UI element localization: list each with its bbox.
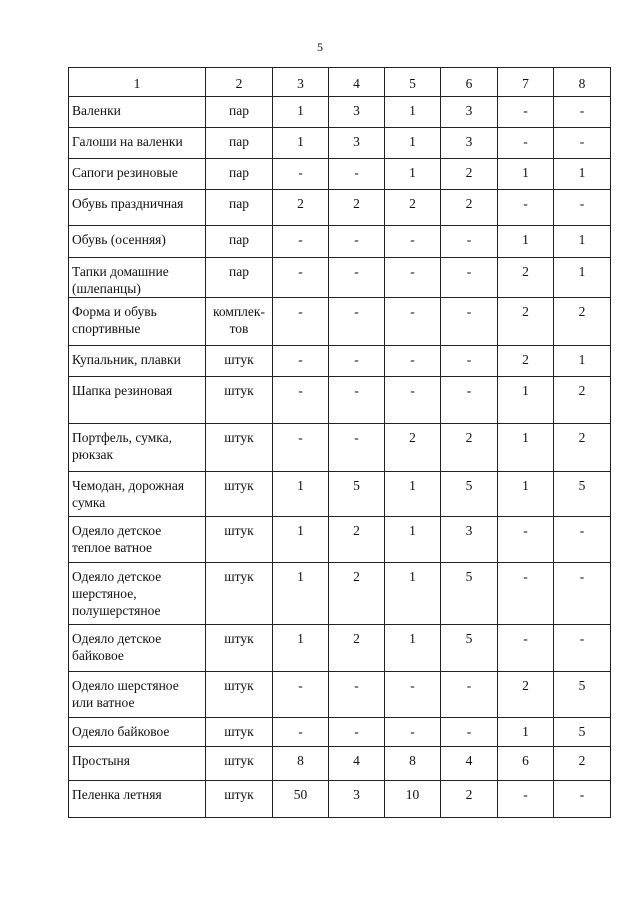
item-name: Тапки домашние (шлепанцы) xyxy=(69,258,206,298)
quantity-cell: 5 xyxy=(441,625,498,672)
quantity-cell: 1 xyxy=(554,159,611,190)
column-header: 2 xyxy=(206,68,273,97)
quantity-cell: - xyxy=(441,226,498,258)
quantity-cell: 5 xyxy=(441,563,498,625)
quantity-cell: 1 xyxy=(385,472,441,517)
quantity-cell: - xyxy=(441,718,498,747)
quantity-cell: 2 xyxy=(385,190,441,226)
item-name: Шапка резиновая xyxy=(69,377,206,424)
item-name: Валенки xyxy=(69,97,206,128)
quantity-cell: - xyxy=(385,718,441,747)
table-row xyxy=(69,128,611,159)
column-header: 7 xyxy=(498,68,554,97)
quantity-cell: - xyxy=(329,159,385,190)
quantity-cell: - xyxy=(498,97,554,128)
quantity-cell: 1 xyxy=(385,625,441,672)
quantity-cell: - xyxy=(498,190,554,226)
table-row xyxy=(69,718,611,747)
quantity-cell: - xyxy=(498,128,554,159)
quantity-cell: - xyxy=(385,298,441,346)
item-unit: штук xyxy=(206,472,273,517)
quantity-cell: 4 xyxy=(329,747,385,781)
item-unit: штук xyxy=(206,424,273,472)
quantity-cell: 1 xyxy=(273,625,329,672)
item-unit: штук xyxy=(206,563,273,625)
quantity-cell: 3 xyxy=(441,128,498,159)
quantity-cell: 5 xyxy=(554,472,611,517)
quantity-cell: 8 xyxy=(273,747,329,781)
column-header: 3 xyxy=(273,68,329,97)
item-unit: пар xyxy=(206,159,273,190)
column-header: 5 xyxy=(385,68,441,97)
table-row xyxy=(69,781,611,818)
quantity-cell: - xyxy=(554,128,611,159)
quantity-cell: 1 xyxy=(385,517,441,563)
quantity-cell: 3 xyxy=(441,97,498,128)
quantity-cell: - xyxy=(329,718,385,747)
item-unit: штук xyxy=(206,781,273,818)
item-unit: штук xyxy=(206,377,273,424)
supply-norms-table xyxy=(68,67,611,818)
quantity-cell: 1 xyxy=(498,718,554,747)
quantity-cell: - xyxy=(329,226,385,258)
quantity-cell: 2 xyxy=(554,424,611,472)
quantity-cell: 1 xyxy=(273,517,329,563)
quantity-cell: 5 xyxy=(554,718,611,747)
item-name: Чемодан, дорожная сумка xyxy=(69,472,206,517)
table-row xyxy=(69,517,611,563)
quantity-cell: 1 xyxy=(273,563,329,625)
quantity-cell: 2 xyxy=(385,424,441,472)
quantity-cell: 1 xyxy=(498,424,554,472)
table-row xyxy=(69,159,611,190)
quantity-cell: - xyxy=(329,346,385,377)
quantity-cell: 3 xyxy=(329,781,385,818)
quantity-cell: 2 xyxy=(329,625,385,672)
quantity-cell: - xyxy=(385,672,441,718)
table-row xyxy=(69,625,611,672)
table-row xyxy=(69,346,611,377)
table-row xyxy=(69,472,611,517)
quantity-cell: 1 xyxy=(498,472,554,517)
table-row xyxy=(69,226,611,258)
item-unit: штук xyxy=(206,718,273,747)
quantity-cell: 2 xyxy=(441,424,498,472)
item-unit: пар xyxy=(206,258,273,298)
quantity-cell: - xyxy=(498,563,554,625)
quantity-cell: - xyxy=(273,718,329,747)
item-unit: штук xyxy=(206,625,273,672)
quantity-cell: 5 xyxy=(441,472,498,517)
quantity-cell: - xyxy=(329,377,385,424)
quantity-cell: - xyxy=(329,424,385,472)
item-name: Одеяло шерстяное или ватное xyxy=(69,672,206,718)
quantity-cell: - xyxy=(273,424,329,472)
quantity-cell: 1 xyxy=(498,377,554,424)
item-name: Простыня xyxy=(69,747,206,781)
quantity-cell: - xyxy=(273,346,329,377)
quantity-cell: - xyxy=(554,625,611,672)
quantity-cell: 1 xyxy=(273,128,329,159)
quantity-cell: 1 xyxy=(498,226,554,258)
table-row xyxy=(69,190,611,226)
table-row xyxy=(69,97,611,128)
item-name: Портфель, сумка, рюкзак xyxy=(69,424,206,472)
quantity-cell: 5 xyxy=(329,472,385,517)
table-row xyxy=(69,298,611,346)
quantity-cell: 8 xyxy=(385,747,441,781)
column-header: 4 xyxy=(329,68,385,97)
quantity-cell: 2 xyxy=(441,781,498,818)
quantity-cell: 10 xyxy=(385,781,441,818)
item-unit: пар xyxy=(206,97,273,128)
quantity-cell: 50 xyxy=(273,781,329,818)
quantity-cell: 3 xyxy=(441,517,498,563)
item-unit: комплек-тов xyxy=(206,298,273,346)
quantity-cell: 1 xyxy=(498,159,554,190)
quantity-cell: 1 xyxy=(385,97,441,128)
quantity-cell: 1 xyxy=(554,346,611,377)
quantity-cell: 1 xyxy=(273,97,329,128)
quantity-cell: - xyxy=(273,672,329,718)
quantity-cell: - xyxy=(441,672,498,718)
quantity-cell: - xyxy=(554,190,611,226)
table-row xyxy=(69,258,611,298)
item-unit: пар xyxy=(206,226,273,258)
quantity-cell: 3 xyxy=(329,97,385,128)
quantity-cell: - xyxy=(329,298,385,346)
quantity-cell: - xyxy=(273,377,329,424)
quantity-cell: - xyxy=(385,226,441,258)
quantity-cell: - xyxy=(498,781,554,818)
quantity-cell: - xyxy=(554,781,611,818)
quantity-cell: - xyxy=(498,625,554,672)
quantity-cell: 2 xyxy=(554,747,611,781)
quantity-cell: 1 xyxy=(385,128,441,159)
quantity-cell: 4 xyxy=(441,747,498,781)
table-row xyxy=(69,377,611,424)
quantity-cell: 1 xyxy=(273,472,329,517)
quantity-cell: 5 xyxy=(554,672,611,718)
quantity-cell: 2 xyxy=(273,190,329,226)
quantity-cell: 2 xyxy=(498,258,554,298)
item-name: Одеяло детское байковое xyxy=(69,625,206,672)
quantity-cell: 2 xyxy=(329,563,385,625)
item-unit: штук xyxy=(206,672,273,718)
item-name: Одеяло детское шерстяное, полушерстяное xyxy=(69,563,206,625)
quantity-cell: 1 xyxy=(554,258,611,298)
quantity-cell: - xyxy=(554,517,611,563)
item-name: Сапоги резиновые xyxy=(69,159,206,190)
quantity-cell: - xyxy=(273,159,329,190)
quantity-cell: - xyxy=(329,672,385,718)
quantity-cell: - xyxy=(441,377,498,424)
item-unit: штук xyxy=(206,346,273,377)
quantity-cell: 6 xyxy=(498,747,554,781)
item-name: Обувь (осенняя) xyxy=(69,226,206,258)
quantity-cell: - xyxy=(441,258,498,298)
quantity-cell: 2 xyxy=(554,377,611,424)
quantity-cell: - xyxy=(554,97,611,128)
item-unit: штук xyxy=(206,517,273,563)
quantity-cell: - xyxy=(329,258,385,298)
quantity-cell: 2 xyxy=(498,672,554,718)
quantity-cell: 2 xyxy=(554,298,611,346)
item-unit: пар xyxy=(206,128,273,159)
quantity-cell: - xyxy=(441,298,498,346)
item-name: Купальник, плавки xyxy=(69,346,206,377)
quantity-cell: - xyxy=(273,298,329,346)
column-header: 6 xyxy=(441,68,498,97)
item-name: Одеяло детское теплое ватное xyxy=(69,517,206,563)
table-row xyxy=(69,672,611,718)
item-name: Форма и обувь спортивные xyxy=(69,298,206,346)
item-name: Галоши на валенки xyxy=(69,128,206,159)
quantity-cell: - xyxy=(273,258,329,298)
table-row xyxy=(69,563,611,625)
quantity-cell: 2 xyxy=(329,517,385,563)
quantity-cell: 3 xyxy=(329,128,385,159)
quantity-cell: - xyxy=(385,377,441,424)
table-row xyxy=(69,747,611,781)
quantity-cell: 2 xyxy=(441,190,498,226)
quantity-cell: - xyxy=(385,258,441,298)
item-name: Пеленка летняя xyxy=(69,781,206,818)
quantity-cell: 1 xyxy=(554,226,611,258)
column-header: 1 xyxy=(69,68,206,97)
quantity-cell: 2 xyxy=(498,346,554,377)
quantity-cell: - xyxy=(498,517,554,563)
column-header: 8 xyxy=(554,68,611,97)
item-unit: пар xyxy=(206,190,273,226)
quantity-cell: 2 xyxy=(329,190,385,226)
quantity-cell: - xyxy=(441,346,498,377)
item-name: Одеяло байковое xyxy=(69,718,206,747)
quantity-cell: - xyxy=(273,226,329,258)
page-number: 5 xyxy=(317,40,323,54)
item-name: Обувь праздничная xyxy=(69,190,206,226)
table-row xyxy=(69,424,611,472)
quantity-cell: 1 xyxy=(385,159,441,190)
item-unit: штук xyxy=(206,747,273,781)
quantity-cell: 1 xyxy=(385,563,441,625)
header-row xyxy=(69,68,611,97)
quantity-cell: - xyxy=(554,563,611,625)
quantity-cell: - xyxy=(385,346,441,377)
quantity-cell: 2 xyxy=(498,298,554,346)
quantity-cell: 2 xyxy=(441,159,498,190)
